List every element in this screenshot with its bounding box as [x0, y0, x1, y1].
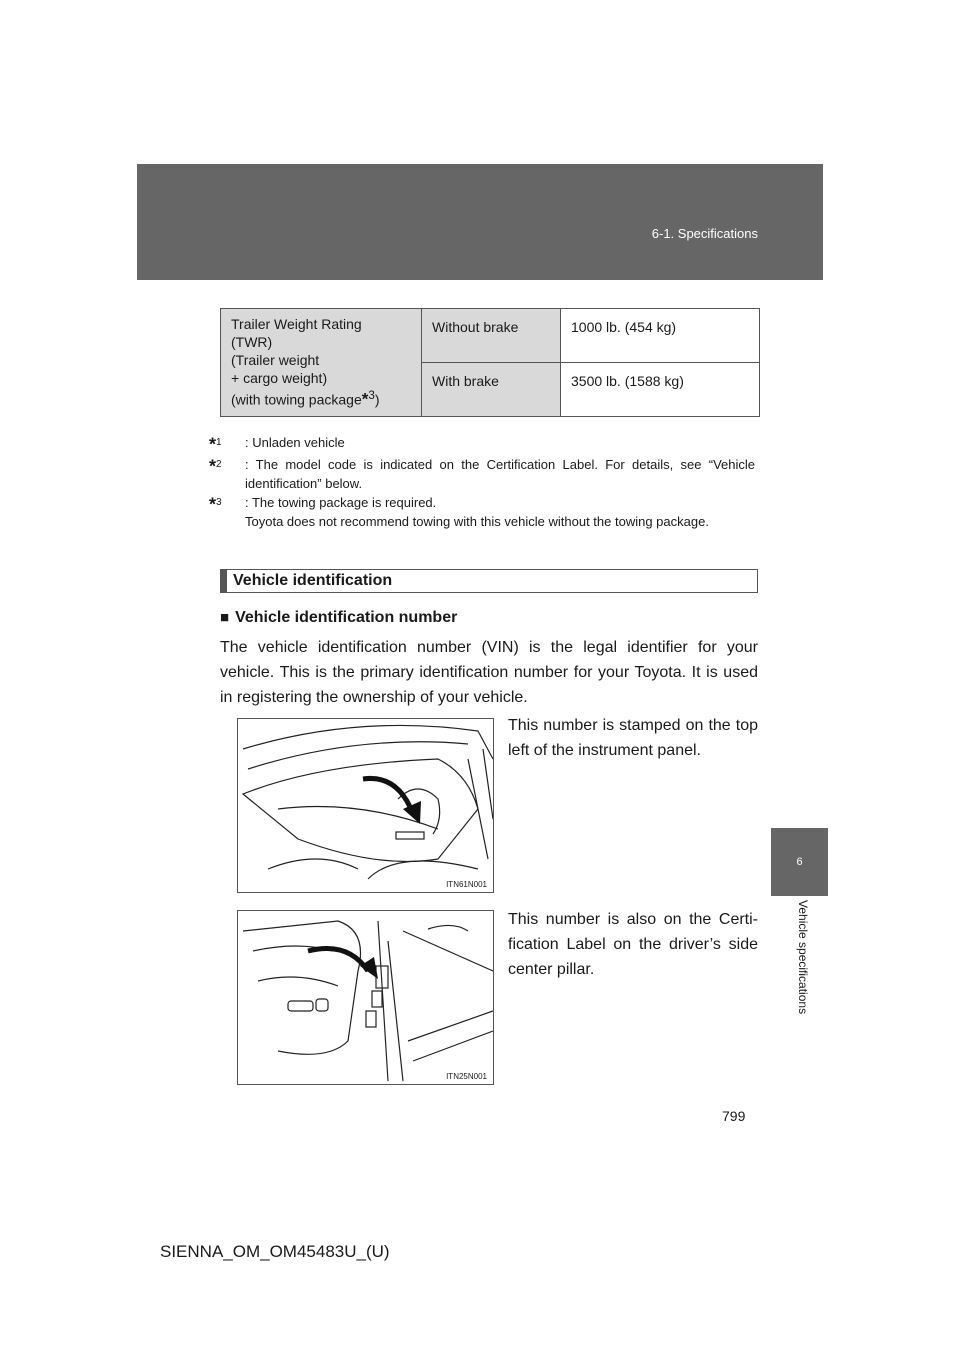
footer-document-code: SIENNA_OM_OM45483U_(U) [160, 1242, 390, 1261]
footnote [209, 455, 755, 493]
twr-label-line: (Trailer weight [231, 352, 320, 368]
center-pillar-illustration [238, 911, 493, 1084]
section-title: 6-1. Specifications [651, 226, 758, 241]
footnote-num: 3 [216, 497, 222, 509]
subheading-text: Vehicle identification number [235, 609, 458, 626]
twr-label-close: ) [374, 391, 380, 408]
twr-label-line: (TWR) [231, 334, 273, 350]
value-cell: 1000 lb. (454 kg) [561, 309, 760, 363]
trailer-weight-table [220, 308, 760, 417]
twr-label-line: + cargo weight) [231, 370, 328, 386]
twr-note-ref: 3 [368, 389, 375, 402]
twr-label-line: (with towing package*$^3$) [231, 389, 380, 409]
twr-label-cell [221, 309, 422, 417]
chapter-tab[interactable] [771, 828, 828, 896]
footnote-num: 1 [216, 437, 222, 448]
footnote-mark: *$^3$ [209, 494, 222, 515]
chapter-number: 6 [796, 856, 803, 868]
footnote-text [245, 493, 755, 531]
footnote-line: Toyota does not recommend towing with this vehicle without the towing package. [245, 514, 709, 530]
instrument-panel-figure [237, 718, 494, 893]
chapter-label: Vehicle specifications [796, 900, 810, 1015]
footnote-num: 2 [216, 459, 222, 471]
footnote [209, 493, 755, 531]
body-paragraph: The vehicle identification number (VIN) is the legal identifier for your vehicle. This is the primary identification number for your Toyota. It is used in registering the ownership of your vehicle. [220, 639, 758, 706]
footnote-text: : Unladen vehicle [245, 435, 345, 450]
footnote-line: : The towing package is required. [245, 495, 437, 511]
value-cell: 3500 lb. (1588 kg) [561, 363, 760, 417]
footnote-text: : The model code is indicated on the Certification Label. For details, see “Vehicle identification” below. [245, 457, 755, 492]
twr-label-line: Trailer Weight Rating [231, 316, 362, 332]
footnotes [209, 433, 755, 531]
instrument-panel-illustration [238, 719, 493, 892]
footnote-mark: *$^2$ [209, 456, 222, 477]
figure-code: ITN25N001 [446, 1072, 487, 1081]
condition-cell: Without brake [422, 309, 561, 363]
condition-cell: With brake [422, 363, 561, 417]
table-row [221, 309, 760, 363]
figure-caption: This number is also on the Certi-fication Label on the driver’s side center pillar. [508, 911, 758, 978]
figure-code: ITN61N001 [446, 880, 487, 889]
section-heading: Vehicle identification [220, 569, 758, 593]
figure-caption: This number is stamped on the top left of the instrument panel. [508, 717, 758, 759]
page-number: 799 [722, 1108, 746, 1124]
subheading [220, 609, 457, 627]
square-bullet-icon: ■ [220, 609, 230, 626]
footnote [209, 433, 755, 455]
footnote-mark: *$^1$ [209, 434, 222, 455]
twr-label-text: (with towing package [231, 391, 362, 408]
center-pillar-figure [237, 910, 494, 1085]
header-band [137, 164, 823, 280]
